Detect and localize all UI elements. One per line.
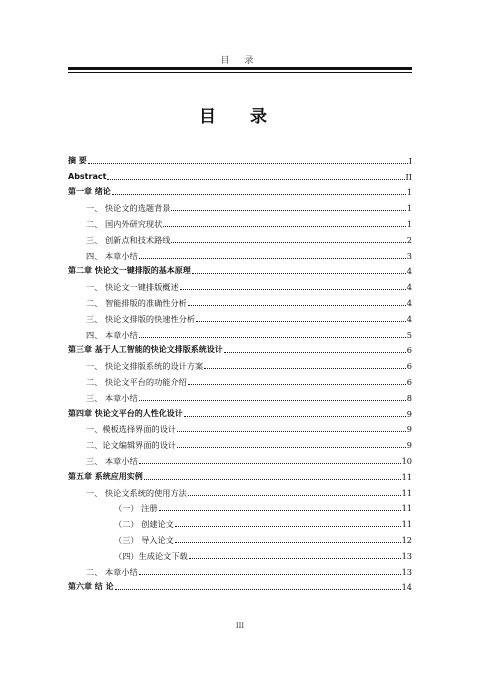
toc-entry[interactable] (68, 261, 412, 277)
toc-entry-label: 第三章 基于人工智能的快论文排版系统设计 (68, 345, 223, 355)
toc-entry[interactable] (68, 308, 412, 324)
toc-entry-page: 4 (406, 266, 412, 277)
toc-entry-label: 一、 快论文系统的使用方法 (86, 487, 187, 498)
toc-entry-page: 3 (406, 250, 412, 261)
toc-entry-page: 8 (406, 392, 412, 403)
toc-entry-label: 三、 本章小结 (86, 392, 138, 403)
toc-dot-leader (112, 194, 406, 195)
running-header: 目 录 (220, 56, 260, 66)
toc-entry-page: 13 (401, 566, 412, 577)
toc-entry-label: 第四章 快论文平台的人性化设计 (68, 408, 183, 418)
toc-dot-leader (188, 384, 406, 385)
toc-entry-page: 6 (406, 361, 412, 372)
toc-dot-leader (224, 352, 406, 353)
toc-entry[interactable] (68, 545, 412, 561)
toc-entry-label: （三） 导入论文 (114, 534, 174, 545)
toc-entry-page: 4 (406, 282, 412, 293)
toc-dot-leader (184, 416, 406, 417)
toc-dot-leader (115, 589, 401, 590)
toc-entry[interactable] (68, 419, 412, 435)
toc-entry-label: （二） 创建论文 (114, 519, 174, 530)
toc-dot-leader (192, 273, 406, 274)
toc-entry[interactable] (68, 245, 412, 261)
toc-dot-leader (171, 242, 405, 243)
toc-dot-leader (144, 479, 401, 480)
toc-dot-leader (180, 289, 406, 290)
toc-dot-leader (163, 226, 405, 227)
toc-entry[interactable] (68, 387, 412, 403)
toc-entry-label: 三、 本章小结 (86, 455, 138, 466)
toc-entry-label: 三、 快论文排版的快速性分析 (86, 313, 196, 324)
toc-entry-label: 一、 快论文的选题背景 (86, 203, 171, 214)
toc-entry-page: 1 (406, 218, 412, 229)
toc-entry-page: 1 (406, 203, 412, 214)
toc-entry-label: 二、 国内外研究现状 (86, 218, 163, 229)
toc-dot-leader (171, 210, 405, 211)
toc-entry-page: 6 (406, 376, 412, 387)
toc-dot-leader (175, 542, 401, 543)
toc-entry[interactable] (68, 529, 412, 545)
toc-entry-page: 9 (406, 408, 412, 419)
toc-entry-page: 11 (401, 471, 412, 482)
toc-dot-leader (107, 179, 404, 180)
toc-entry-label: 四、 本章小结 (86, 329, 138, 340)
toc-entry[interactable] (68, 403, 412, 419)
toc-dot-leader (88, 163, 408, 164)
toc-entry[interactable] (68, 513, 412, 529)
toc-entry-page: 1 (406, 187, 412, 198)
toc-entry[interactable] (68, 150, 412, 166)
toc-entry-page: 4 (406, 313, 412, 324)
toc-entry-page: 6 (406, 345, 412, 356)
toc-entry[interactable] (68, 434, 412, 450)
toc-entry[interactable] (68, 498, 412, 514)
toc-dot-leader (177, 431, 406, 432)
toc-entry-label: 二、 智能排版的准确性分析 (86, 297, 187, 308)
toc-entry[interactable] (68, 197, 412, 213)
toc-entry-label: 四、 本章小结 (86, 250, 138, 261)
toc-entry-page: 10 (401, 455, 412, 466)
toc-entry-label: （四）生成论文下载 (114, 550, 188, 561)
header-rule-thin (68, 72, 412, 73)
toc-entry-label: 第六章 结 论 (68, 582, 114, 592)
toc-entry[interactable] (68, 371, 412, 387)
toc-dot-leader (175, 526, 401, 527)
toc-entry[interactable] (68, 213, 412, 229)
toc-entry-page: 12 (401, 534, 412, 545)
toc-entry-page: 11 (401, 519, 412, 530)
toc-dot-leader (139, 463, 401, 464)
toc-entry-page: 2 (406, 234, 412, 245)
toc-dot-leader (188, 305, 406, 306)
toc-entry[interactable] (68, 340, 412, 356)
toc-entry-label: 一、 快论文一键排版概述 (86, 282, 179, 293)
toc-entry[interactable] (68, 482, 412, 498)
toc-entry-page: 11 (401, 487, 412, 498)
toc-dot-leader (139, 258, 406, 259)
toc-entry-label: 第二章 快论文一键排版的基本原理 (68, 266, 191, 276)
page-title: 目 录 (199, 107, 281, 127)
toc-entry[interactable] (68, 577, 412, 593)
toc-dot-leader (204, 368, 406, 369)
toc-entry[interactable] (68, 561, 412, 577)
header-rule-thick (68, 67, 412, 70)
toc-entry-page: II (405, 171, 412, 182)
toc-dot-leader (177, 447, 406, 448)
toc-entry-label: Abstract (68, 171, 107, 181)
toc-entry[interactable] (68, 292, 412, 308)
toc-dot-leader (189, 558, 401, 559)
toc-entry-label: 二、论文编辑界面的设计 (86, 440, 177, 451)
toc-entry-page: 9 (406, 424, 412, 435)
toc-entry[interactable] (68, 229, 412, 245)
toc-entry-page: 4 (406, 297, 412, 308)
toc-entry[interactable] (68, 276, 412, 292)
toc-entry[interactable] (68, 450, 412, 466)
toc-entry-label: 三、 创新点和技术路线 (86, 234, 171, 245)
toc-entry-label: 一、 快论文排版系统的设计方案 (86, 361, 204, 372)
toc-entry[interactable] (68, 466, 412, 482)
toc-dot-leader (139, 400, 406, 401)
toc-dot-leader (188, 495, 401, 496)
toc-entry-label: 第一章 绪论 (68, 187, 111, 197)
toc-entry-label: 二、 快论文平台的功能介绍 (86, 376, 187, 387)
toc-entry-page: 14 (401, 582, 412, 593)
toc-dot-leader (196, 321, 406, 322)
toc-entry-page: 9 (406, 440, 412, 451)
toc-entry[interactable] (68, 166, 412, 182)
toc-dot-leader (159, 510, 401, 511)
toc-dot-leader (139, 337, 406, 338)
toc-dot-leader (139, 574, 401, 575)
toc-entry-page: 5 (406, 329, 412, 340)
toc-entry-page: 11 (401, 503, 412, 514)
table-of-contents (68, 150, 412, 592)
toc-entry[interactable] (68, 355, 412, 371)
toc-entry-label: 第五章 系统应用实例 (68, 471, 143, 481)
toc-entry-label: 一、模板选择界面的设计 (86, 424, 177, 435)
toc-entry-label: 摘 要 (68, 155, 87, 165)
toc-entry[interactable] (68, 324, 412, 340)
toc-entry-label: （一） 注册 (114, 503, 158, 514)
page-number: III (235, 622, 245, 630)
toc-entry-page: 13 (401, 550, 412, 561)
toc-entry-label: 二、 本章小结 (86, 566, 138, 577)
toc-entry-page: I (408, 155, 412, 166)
toc-entry[interactable] (68, 182, 412, 198)
